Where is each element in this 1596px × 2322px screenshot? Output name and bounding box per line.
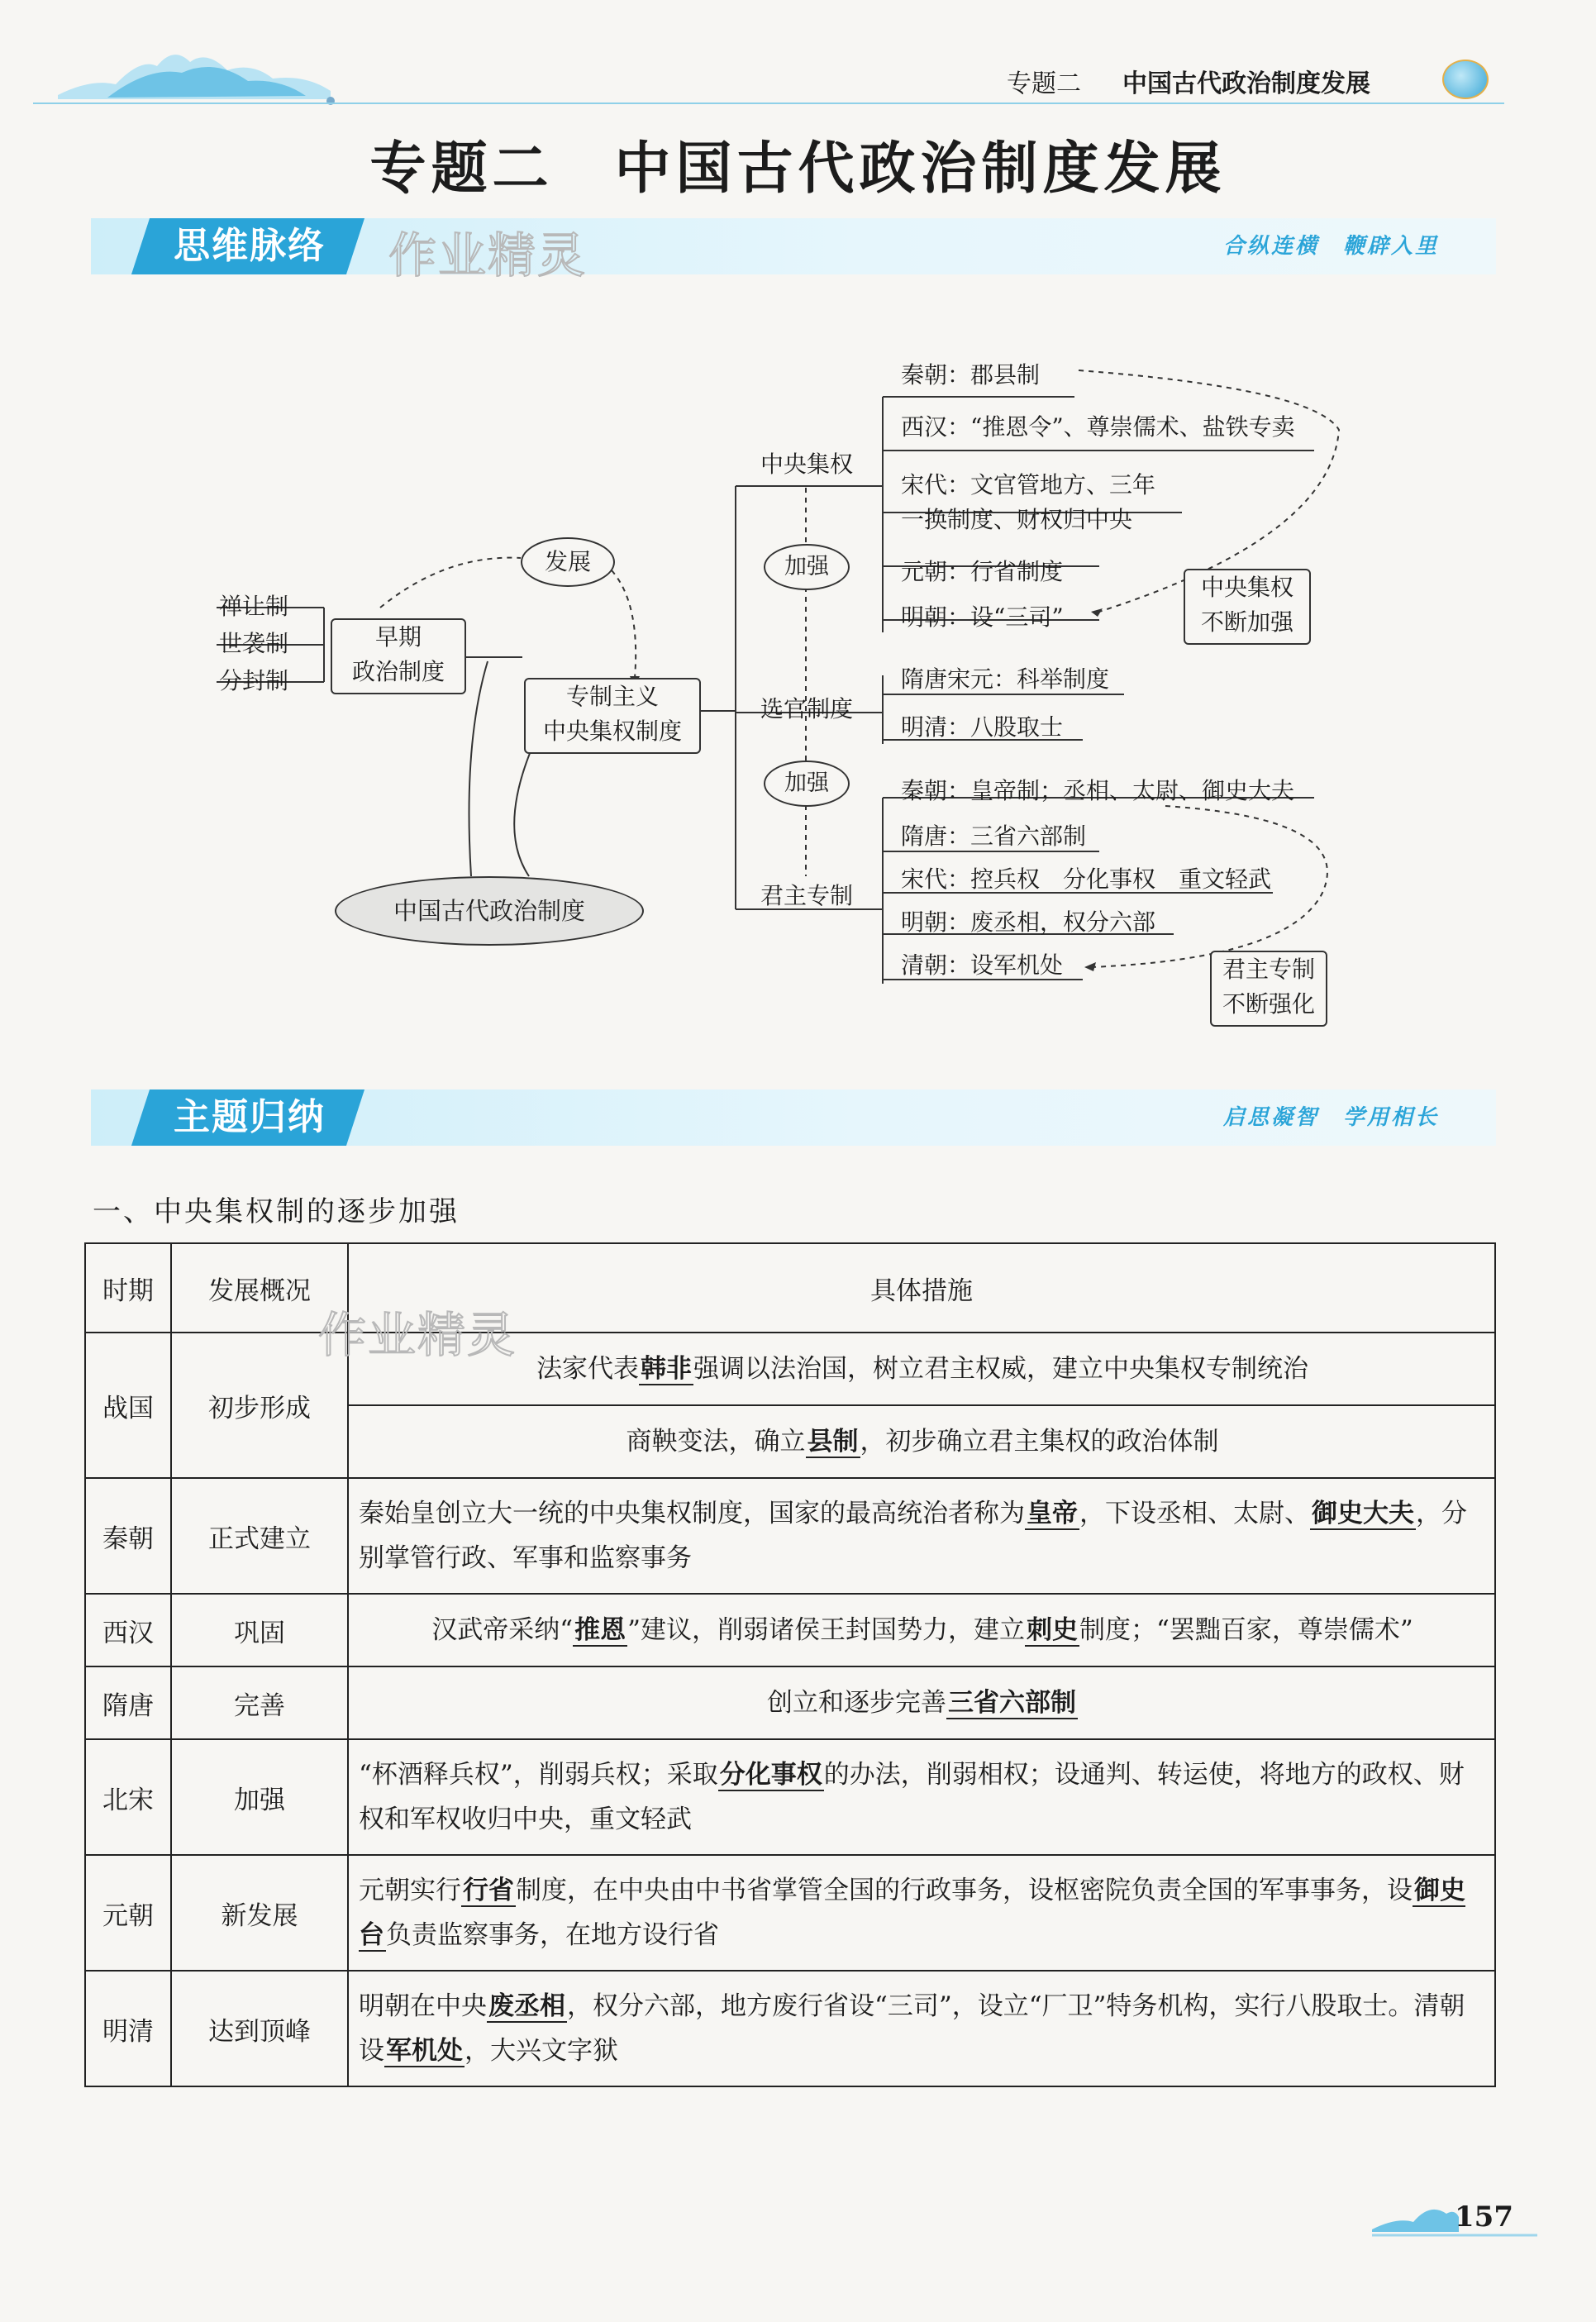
autocracy-item: 宋代：控兵权 分化事权 重文轻武 xyxy=(901,865,1272,893)
period-cell: 明清 xyxy=(85,1971,171,2086)
header-stage: 发展概况 xyxy=(171,1243,348,1333)
table-row xyxy=(85,1478,1495,1594)
keyword: 军机处 xyxy=(386,2036,463,2066)
measure-text: ，下设丞相、太尉、 xyxy=(1079,1499,1310,1528)
stage-cell: 正式建立 xyxy=(171,1478,348,1594)
watermark: 作业精灵 xyxy=(388,227,588,284)
measure-cell xyxy=(348,1739,1495,1855)
stage-cell: 新发展 xyxy=(171,1855,348,1971)
measure-text: 明朝在中央 xyxy=(359,1991,487,2021)
header-topic-label: 专题二 xyxy=(1007,69,1081,98)
centralization-item: 宋代：文官管地方、三年 xyxy=(901,471,1156,498)
selection-item: 明清：八股取士 xyxy=(901,713,1064,741)
measure-cell xyxy=(348,1855,1495,1971)
period-cell: 战国 xyxy=(85,1333,171,1478)
summary-section-label: 主题归纳 xyxy=(174,1096,326,1138)
table-title: 一、中央集权制的逐步加强 xyxy=(93,1195,460,1228)
early-system-shanrang: 禅让制 xyxy=(219,593,289,620)
measure-cell xyxy=(348,1594,1495,1666)
measure-text: 强调以法治国，树立君主权威，建立中央集权专制统治 xyxy=(693,1354,1308,1384)
measure-text: 创立和逐步完善 xyxy=(767,1688,946,1718)
selection-item: 隋唐宋元：科举制度 xyxy=(901,665,1110,693)
keyword: 三省六部制 xyxy=(948,1688,1076,1718)
keyword: 行省 xyxy=(463,1876,514,1905)
keyword: 韩非 xyxy=(641,1354,692,1384)
header-measures: 具体措施 xyxy=(348,1243,1495,1333)
stage-cell: 初步形成 xyxy=(171,1333,348,1478)
measure-cell xyxy=(348,1666,1495,1739)
table-row xyxy=(85,1594,1495,1666)
autocracy-item: 明朝：废丞相，权分六部 xyxy=(901,908,1156,936)
mindmap-section-label: 思维脉络 xyxy=(174,225,326,267)
autocracy-item: 秦朝：皇帝制；丞相、太尉、御史大夫 xyxy=(901,777,1295,804)
keyword: 御史大夫 xyxy=(1312,1499,1414,1528)
measure-text: ，分别掌管行政、军事和监察事务 xyxy=(359,1499,1467,1573)
measure-text: 元朝实行 xyxy=(359,1876,461,1905)
keyword: 分化事权 xyxy=(719,1760,822,1790)
measure-text: 秦始皇创立大一统的中央集权制度，国家的最高统治者称为 xyxy=(359,1499,1025,1528)
measure-text: 制度，在中央由中书省掌管全国的行政事务，设枢密院负责全国的军事事务，设 xyxy=(516,1876,1413,1905)
measure-cell xyxy=(348,1333,1495,1405)
period-cell: 北宋 xyxy=(85,1739,171,1855)
measure-cell xyxy=(348,1405,1495,1478)
strengthen-node-2: 加强 xyxy=(764,760,850,807)
measure-text: “杯酒释兵权”，削弱兵权；采取 xyxy=(359,1760,718,1790)
stage-cell: 巩固 xyxy=(171,1594,348,1666)
measure-text: 负责监察事务，在地方设行省 xyxy=(386,1920,719,1950)
measure-text: 制度；“罢黜百家，尊崇儒术” xyxy=(1079,1615,1413,1645)
header-period: 时期 xyxy=(85,1243,171,1333)
keyword: 推恩 xyxy=(574,1615,626,1645)
watermark: 作业精灵 xyxy=(318,1307,517,1363)
centralization-item: 一换制度、财权归中央 xyxy=(901,506,1133,533)
keyword: 县制 xyxy=(807,1427,859,1457)
keyword: 刺史 xyxy=(1027,1615,1078,1645)
measure-text: ，权分六部，地方废行省设“三司”，设立“厂卫”特务机构，实行八股取士。清朝设 xyxy=(359,1991,1465,2066)
central-system-box: 专制主义 中央集权制度 xyxy=(524,678,701,754)
keyword: 御史台 xyxy=(359,1876,1465,1950)
measure-text: 的办法，削弱相权；设通判、转运使，将地方的政权、财权和军权收归中央，重文轻武 xyxy=(359,1760,1465,1834)
centralization-item: 秦朝：郡县制 xyxy=(901,361,1041,389)
period-cell: 隋唐 xyxy=(85,1666,171,1739)
keyword: 皇帝 xyxy=(1027,1499,1078,1528)
measure-text: ，初步确立君主集权的政治体制 xyxy=(860,1427,1219,1457)
table-row xyxy=(85,1971,1495,2086)
keyword: 废丞相 xyxy=(488,1991,565,2021)
autocracy-item: 隋唐：三省六部制 xyxy=(901,822,1087,850)
autocracy-note: 君主专制 不断强化 xyxy=(1210,951,1327,1027)
strengthen-node-1: 加强 xyxy=(764,544,850,590)
measure-text: 汉武帝采纳“ xyxy=(431,1615,574,1645)
centralization-note: 中央集权 不断加强 xyxy=(1184,569,1311,645)
measure-text: 法家代表 xyxy=(536,1354,639,1384)
centralization-item: 明朝：设“三司” xyxy=(901,603,1064,631)
branch-autocracy-label: 君主专制 xyxy=(760,882,854,909)
measure-cell xyxy=(348,1478,1495,1594)
root-node: 中国古代政治制度 xyxy=(335,876,644,946)
period-cell: 元朝 xyxy=(85,1855,171,1971)
autocracy-item: 清朝：设军机处 xyxy=(901,951,1064,979)
period-cell: 西汉 xyxy=(85,1594,171,1666)
table-row xyxy=(85,1333,1495,1405)
stage-cell: 加强 xyxy=(171,1739,348,1855)
period-cell: 秦朝 xyxy=(85,1478,171,1594)
stage-cell: 完善 xyxy=(171,1666,348,1739)
centralization-item: 元朝：行省制度 xyxy=(901,558,1064,585)
early-system-box: 早期 政治制度 xyxy=(331,618,466,694)
measure-text: ，大兴文字狱 xyxy=(465,2036,618,2066)
measure-text: ”建议，削弱诸侯王封国势力，建立 xyxy=(627,1615,1025,1645)
branch-selection-label: 选官制度 xyxy=(760,695,854,722)
stage-cell: 达到顶峰 xyxy=(171,1971,348,2086)
table-row xyxy=(85,1666,1495,1739)
measure-text: 商鞅变法，确立 xyxy=(626,1427,806,1457)
page-title: 专题二 中国古代政治制度发展 xyxy=(369,136,1227,202)
centralization-item: 西汉：“推恩令”、尊崇儒术、盐铁专卖 xyxy=(901,413,1295,441)
centralization-table xyxy=(84,1242,1496,2087)
summary-section-slogan: 启思凝智 学用相长 xyxy=(1222,1105,1439,1130)
early-system-shixi: 世袭制 xyxy=(219,630,289,657)
branch-centralization-label: 中央集权 xyxy=(760,451,854,478)
mindmap-section-slogan: 合纵连横 鞭辟入里 xyxy=(1222,234,1439,259)
develop-node: 发展 xyxy=(521,537,615,587)
page-number: 157 xyxy=(1455,2200,1513,2234)
header-topic-title: 中国古代政治制度发展 xyxy=(1122,69,1370,98)
table-header-row xyxy=(85,1243,1495,1333)
measure-cell xyxy=(348,1971,1495,2086)
early-system-fenfeng: 分封制 xyxy=(219,667,289,694)
table-row xyxy=(85,1739,1495,1855)
table-row xyxy=(85,1855,1495,1971)
